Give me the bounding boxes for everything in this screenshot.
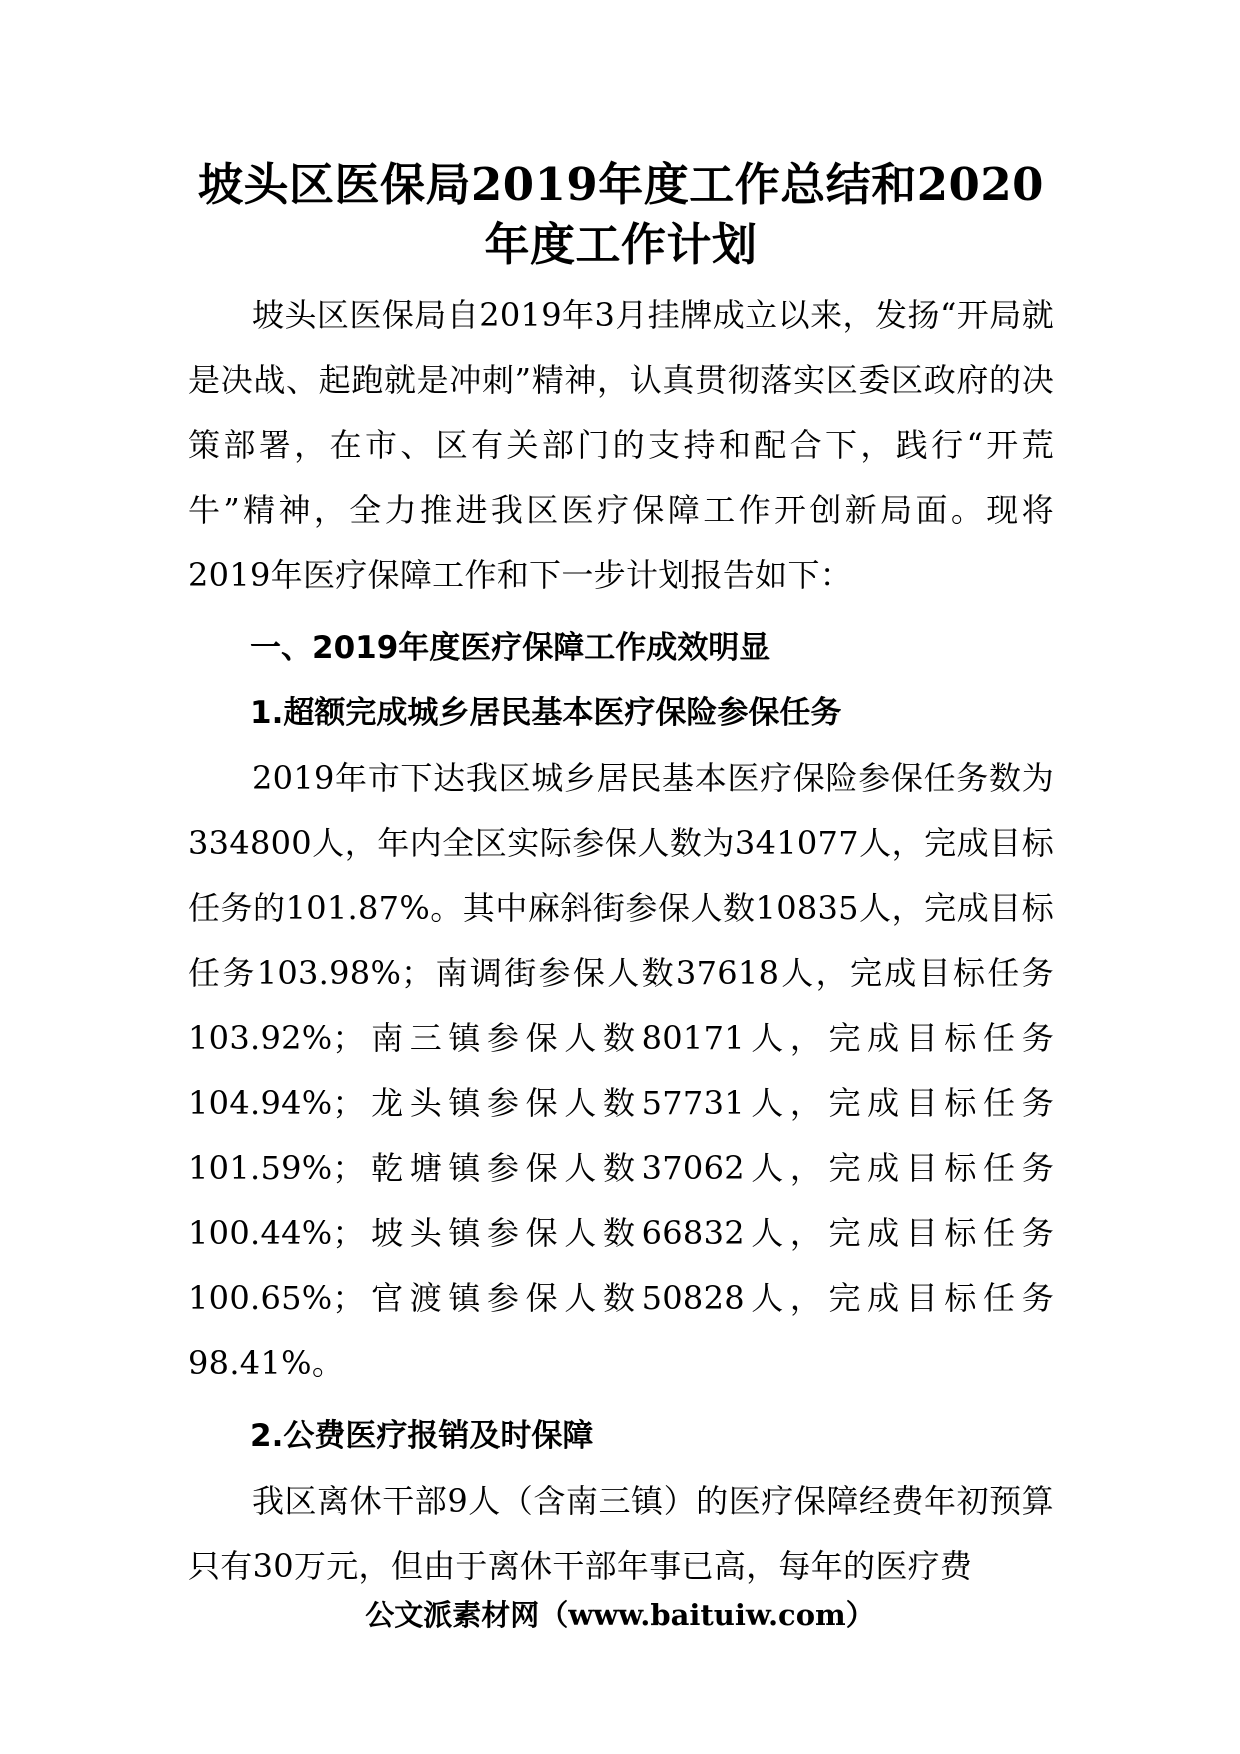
spacer [188, 608, 1054, 616]
intro-paragraph: 坡头区医保局自2019年3月挂牌成立以来，发扬“开局就是决战、起跑就是冲刺”精神，认真贯彻落实区委区政府的决策部署，在市、区有关部门的支持和配合下，践行“开荒牛”精神，全力推进我区医疗保障工作开创新局面。现将2019年医疗保障工作和下一步计划报告如下： [188, 296, 1054, 594]
footer-watermark: 公文派素材网（www.baituiw.com） [365, 1598, 875, 1632]
subsection-heading-1: 1.超额完成城乡居民基本医疗保险参保任务 [250, 695, 842, 731]
subsection-1-paragraph: 2019年市下达我区城乡居民基本医疗保险参保任务数为334800人，年内全区实际参保人数为341077人，完成目标任务的101.87%。其中麻斜街参保人数10835人，完成目标任务103.98%；南调街参保人数37618人，完成目标任务103.92%；南三镇参保人数80171人，完成目标任务104.94%；龙头镇参保人数57731人，完成目标任务101.59%；乾塘镇参保人数37062人，完成目标任务100.44%；坡头镇参保人数66832人，完成目标任务100.65%；官渡镇参保人数50828人，完成目标任务98.41%。 [188, 759, 1054, 1382]
subsection-heading-2: 2.公费医疗报销及时保障 [250, 1418, 594, 1454]
document-body [188, 155, 1054, 1599]
document-title: 坡头区医保局2019年度工作总结和2020年度工作计划 [198, 158, 1044, 271]
spacer [188, 1396, 1054, 1404]
subsection-2-paragraph: 我区离休干部9人（含南三镇）的医疗保障经费年初预算只有30万元，但由于离休干部年事已高，每年的医疗费 [188, 1482, 1054, 1585]
section-heading: 一、2019年度医疗保障工作成效明显 [250, 630, 771, 666]
